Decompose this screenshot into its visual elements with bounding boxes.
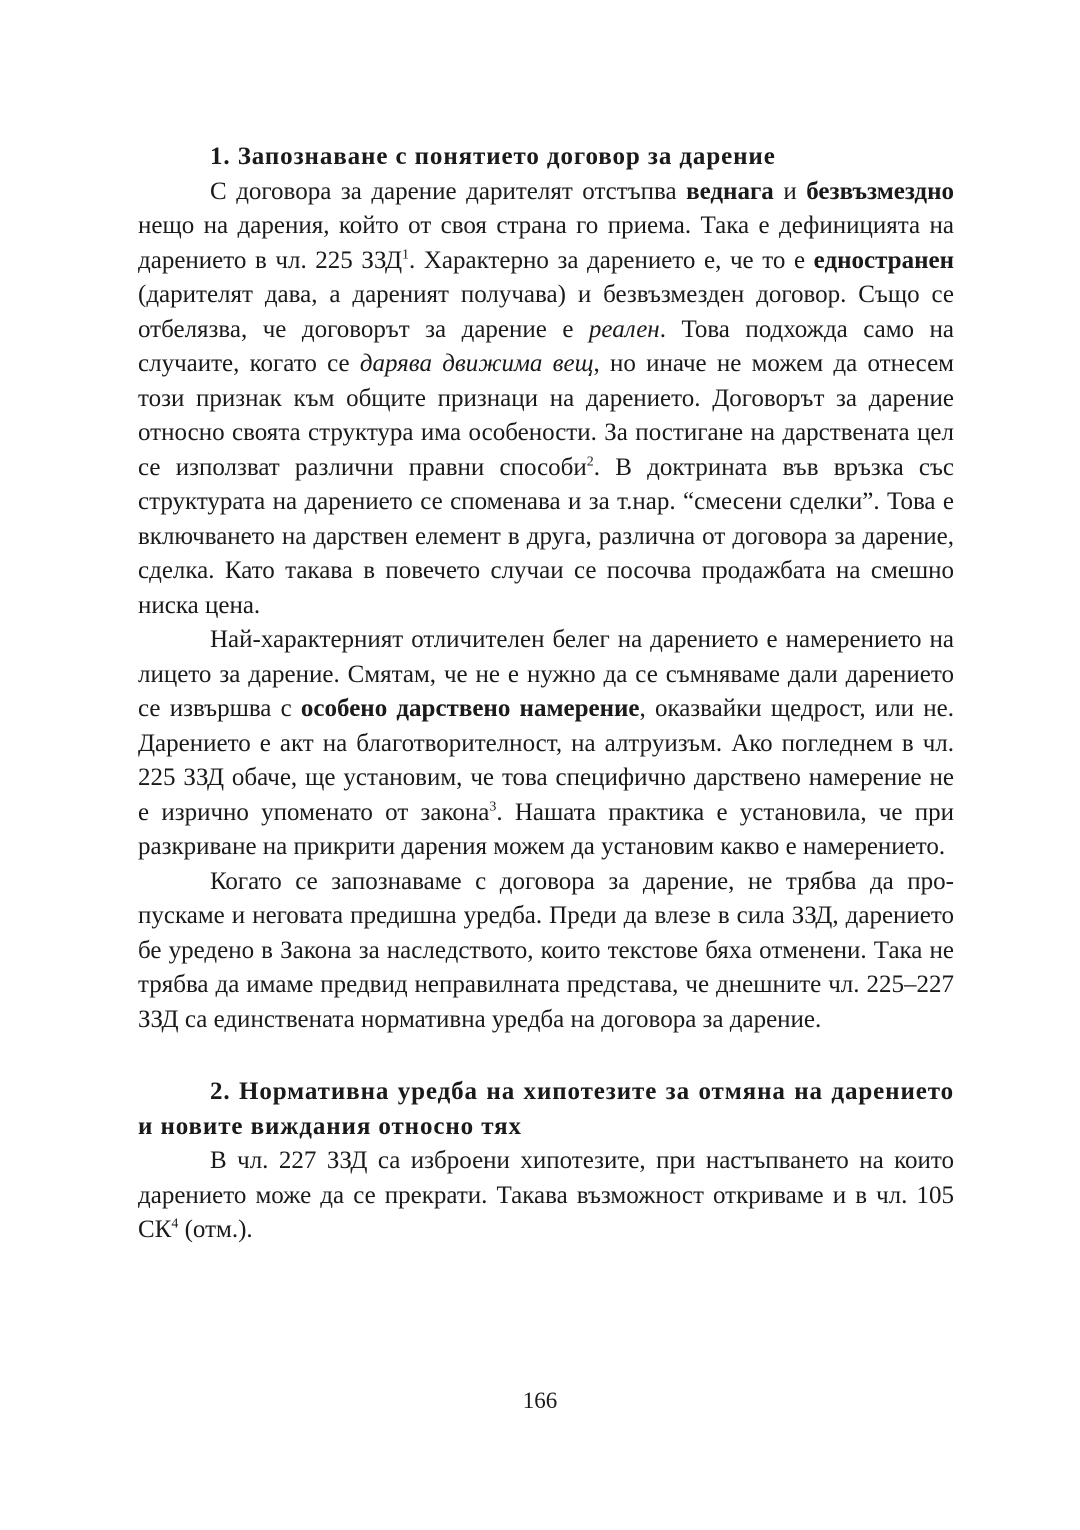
page-number: 166 [522, 1388, 558, 1413]
page-body [138, 140, 954, 1248]
text-run: . Нашата практика е установила, че при разкриване на прикрити дарения можем да установим какво е намерението. [138, 798, 955, 860]
text-run: . Това подхожда само на случаите, когато се [138, 315, 954, 377]
text-run: В чл. 227 ЗЗД са изброени хипотезите, при настъпването на които дарението може да се прекрати. Такава възможност откриваме и в чл. 105 СК [138, 1147, 954, 1243]
text-run: Най-характерният отличителен белег на дарението е намерението на лицето за дарение. Смятам, че не е нужно да се съмняваме дали дарението се извършва с [138, 626, 954, 722]
text-run: и [773, 177, 807, 205]
text-run: (дарителят дава, а дареният получава) и безвъзмезден договор. Също се отбелязва, че договорът за дарение е [138, 281, 954, 343]
text-run: , но иначе не можем да отнесем този признак към общите признаци на дарението. Договорът за дарение относно своята структура има особености. За постигане на дарствената цел се използват различни правни способи [138, 350, 954, 481]
text-run: (отм.). [178, 1216, 253, 1243]
footnote-ref: 4 [171, 1216, 179, 1232]
footnote-ref: 2 [586, 454, 594, 470]
italic-term: дарява движима вещ [359, 350, 594, 377]
bold-term: веднага [686, 177, 774, 205]
text-run: С договора за дарение дарителят отстъпва [210, 177, 687, 205]
section-1-heading: 1. Запознаване с понятието договор за дарение [210, 143, 776, 170]
bold-term: безвъзмездно [806, 177, 954, 205]
italic-term: реален [588, 315, 660, 343]
text-run: , оказвайки щедрост, или не. Дарението е акт на благотворителност, на алтруизъм. Ако погледнем в чл. 225 ЗЗД обаче, ще установим, че това специфично дарствено намерение не е изрично упоменато от закона [138, 695, 954, 826]
text-run: . В доктрината във връзка със структурата на дарението се споменава и за т.нар. “смесени сделки”. Това е включването на дарствен елемент в друга, различна от договора за дарение, сделка. Като такава в повечето случаи се посочва продажбата на смешно ниска цена. [138, 453, 954, 619]
section-1-paragraph-2 [138, 623, 954, 865]
section-1-paragraph-3: Когато се запознаваме с договора за дарение, не трябва да пропускаме и неговата предишна уредба. Преди да влезе в сила ЗЗД, дарението бе уредено в Закона за наследството, които текстове бяха отменени. Така не трябва да имаме предвид неправилната представа, че днешните чл. 225–227 ЗЗД са единствената нормативна уредба на договора за дарение. [138, 867, 954, 1033]
section-2-heading: 2. Нормативна уредба на хипотезите за отмяна на дарението и новите виждания относно тях [138, 1078, 954, 1140]
text-run: . Характерно за дарението е, че то е [409, 246, 814, 274]
footnote-ref: 3 [489, 799, 497, 815]
bold-term: особено дарствено намерение [300, 695, 640, 722]
section-1-paragraph-1 [138, 175, 954, 624]
section-2-paragraph-1 [138, 1144, 954, 1248]
footnote-ref: 1 [402, 247, 409, 263]
text-run: нещо на дарения, който от своя страна го приема. Така е дефиницията на дарението в чл. 225 ЗЗД [138, 212, 954, 274]
bold-term: едностранен [813, 246, 954, 274]
